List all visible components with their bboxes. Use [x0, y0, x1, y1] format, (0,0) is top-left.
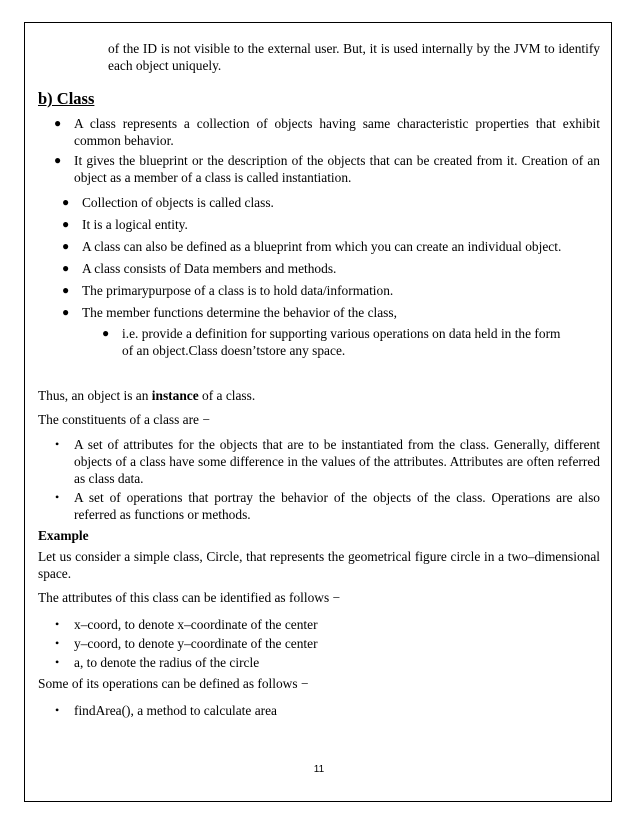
list-item-text: A set of operations that portray the behavior of the objects of the class. Operations are also referred as functions or methods.: [74, 490, 600, 522]
list-item-text: x–coord, to denote x–coordinate of the center: [74, 617, 318, 632]
list-item-text: A class can also be defined as a blueprint from which you can create an individual object.: [82, 239, 562, 254]
continuation-paragraph: of the ID is not visible to the external user. But, it is used internally by the JVM to identify each object uniquely.: [108, 41, 600, 73]
member-functions-sublist: [38, 325, 600, 359]
list-item-text: A set of attributes for the objects that are to be instantiated from the class. Generally, different objects of a class have some difference in the values of the attributes. Attributes are often referred as class data.: [74, 437, 600, 486]
bullet-icon: •: [55, 490, 60, 504]
spacer: [38, 359, 600, 383]
list-item-text: y–coord, to denote y–coordinate of the center: [74, 636, 318, 651]
page-content: [38, 40, 600, 719]
class-definition-list: [38, 115, 600, 186]
operations-intro: Some of its operations can be defined as follows −: [38, 676, 309, 691]
list-item: [38, 152, 600, 186]
list-item: [38, 304, 600, 321]
example-heading: Example: [38, 528, 89, 543]
list-item: [38, 702, 600, 719]
list-item: [38, 489, 600, 523]
bullet-icon: •: [55, 703, 60, 717]
section-heading: b) Class: [38, 89, 95, 108]
list-item: [38, 260, 600, 277]
list-item: [38, 436, 600, 487]
list-item-text: It is a logical entity.: [82, 217, 188, 232]
list-item: [38, 654, 600, 671]
list-item-text: a, to denote the radius of the circle: [74, 655, 260, 670]
instance-text-after: of a class.: [198, 388, 256, 403]
list-item-text: A class consists of Data members and methods.: [82, 261, 337, 276]
bullet-icon: ●: [102, 326, 110, 340]
list-item-text: Collection of objects is called class.: [82, 195, 274, 210]
instance-term: instance: [151, 388, 199, 403]
bullet-icon: ●: [62, 305, 70, 319]
list-item-text: findArea(), a method to calculate area: [74, 703, 277, 718]
bullet-icon: ●: [62, 217, 70, 231]
constituents-list: [38, 436, 600, 523]
list-item-text: The primarypurpose of a class is to hold data/information.: [82, 283, 394, 298]
class-properties-list: [38, 194, 600, 321]
list-item-text: A class represents a collection of objects having same characteristic properties that exhibit common behavior.: [74, 116, 600, 148]
bullet-icon: •: [55, 655, 60, 669]
attributes-intro: The attributes of this class can be identified as follows −: [38, 590, 341, 605]
bullet-icon: ●: [62, 239, 70, 253]
list-item: [38, 616, 600, 633]
constituents-intro: The constituents of a class are −: [38, 412, 210, 427]
bullet-icon: ●: [54, 153, 62, 167]
bullet-icon: ●: [62, 283, 70, 297]
list-item: [38, 216, 600, 233]
operations-list: [38, 702, 600, 719]
bullet-icon: •: [55, 617, 60, 631]
bullet-icon: •: [55, 437, 60, 451]
bullet-icon: ●: [54, 116, 62, 130]
list-item: [38, 325, 600, 359]
instance-sentence: [38, 387, 600, 404]
bullet-icon: •: [55, 636, 60, 650]
list-item-text: The member functions determine the behavior of the class,: [82, 305, 397, 320]
page-number: 11: [313, 764, 325, 775]
attributes-list: [38, 616, 600, 671]
list-item: [38, 115, 600, 149]
instance-text-before: Thus, an object is an: [38, 388, 152, 403]
list-item: [38, 238, 600, 255]
list-item: [38, 282, 600, 299]
list-item-text: It gives the blueprint or the description of the objects that can be created from it. Creation of an object as a member of a class is called instantiation.: [74, 153, 600, 185]
bullet-icon: ●: [62, 195, 70, 209]
list-item: [38, 194, 600, 211]
list-item-text: i.e. provide a definition for supporting various operations on data held in the form of an object.Class doesn’tstore any space.: [122, 326, 561, 358]
bullet-icon: ●: [62, 261, 70, 275]
list-item: [38, 635, 600, 652]
example-text: Let us consider a simple class, Circle, that represents the geometrical figure circle in a two–dimensional space.: [38, 549, 600, 581]
